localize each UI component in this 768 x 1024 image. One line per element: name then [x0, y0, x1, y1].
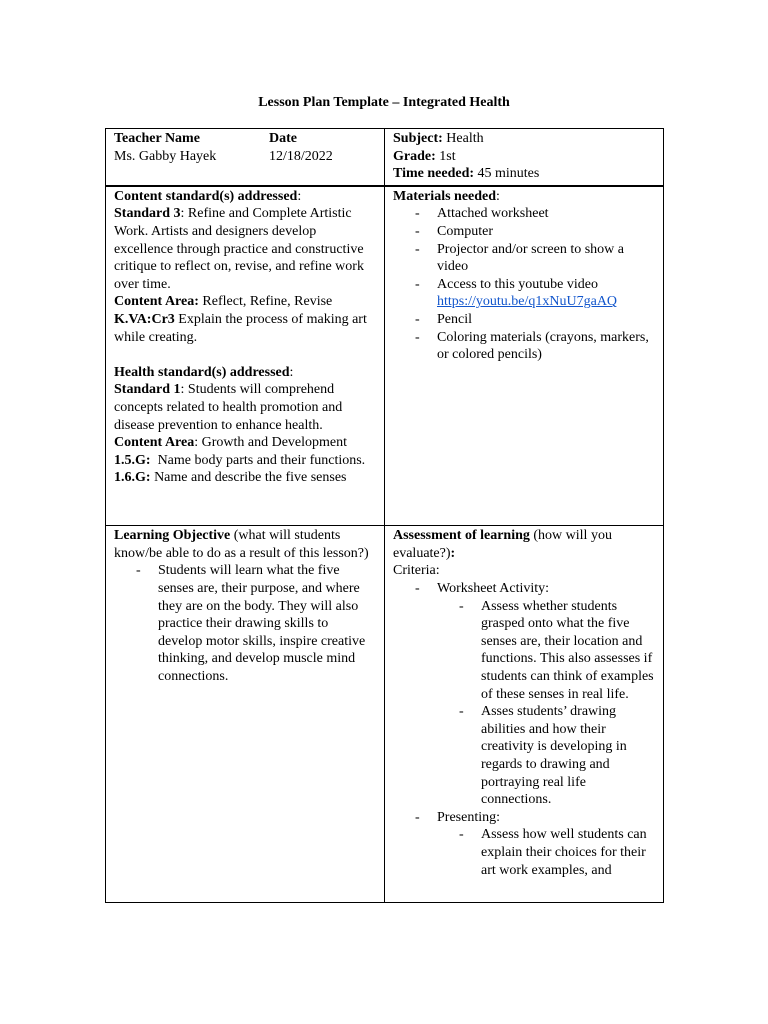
grade-value: 1st	[435, 148, 456, 164]
list-item: - Projector and/or screen to show a video	[415, 241, 655, 276]
assessment-cell	[385, 526, 664, 903]
worksheet-sublist	[437, 598, 655, 809]
list-item: - Assess how well students can explain their choices for their art work examples, and	[459, 826, 655, 879]
list-item: - Coloring materials (crayons, markers, or colored pencils)	[415, 329, 655, 364]
content-standards-heading: Content standard(s) addressed:	[114, 188, 302, 204]
objective-list	[114, 562, 376, 685]
lesson-plan-table	[105, 128, 664, 903]
list-item: - Computer	[415, 223, 655, 241]
list-item: - Asses students’ drawing abilities and how their creativity is developing in regards to drawing and portraying real life connections.	[459, 703, 655, 809]
list-item: - Presenting: - Assess how well students can explain their choices for their art work examples, and	[415, 809, 655, 879]
standards-row	[106, 186, 664, 526]
health-item-1: 1.5.G: Name body parts and their functions.	[114, 452, 366, 468]
list-item: - Assess whether students grasped onto what the five senses are, their location and functions. This also assesses if students can think of examples of these senses in real life.	[459, 598, 655, 704]
teacher-cell	[106, 129, 385, 186]
subject-value: Health	[442, 131, 484, 146]
health-area: Content Area: Growth and Development	[114, 435, 348, 451]
content-area: Content Area: Reflect, Refine, Revise	[114, 294, 333, 310]
objective-heading: Learning Objective (what will students know/be able to do as a result of this lesson?)	[114, 528, 369, 561]
criteria-label: Criteria:	[393, 563, 440, 579]
materials-cell	[385, 186, 664, 526]
time-value: 45 minutes	[474, 166, 540, 182]
grade-label: Grade:	[393, 148, 436, 164]
subject-label: Subject:	[393, 131, 443, 146]
date-label: Date	[269, 131, 297, 146]
assessment-list	[393, 580, 655, 879]
page-title: Lesson Plan Template – Integrated Health	[258, 95, 510, 110]
teacher-label: Teacher Name	[114, 131, 200, 146]
teacher-value: Ms. Gabby Hayek	[114, 148, 217, 164]
list-item: - Pencil	[415, 311, 655, 329]
list-item: - Worksheet Activity: - Assess whether students grasped onto what the five senses are, their location and functions. This also assesses if students can think of examples of these senses in real life. - Asses students’ drawing abilities and how their creativity is developing in regards to drawing and portraying real life connections.	[415, 580, 655, 809]
list-item: - Access to this youtube video https://youtu.be/q1xNuU7gaAQ	[415, 276, 655, 311]
youtube-video-link[interactable]: https://youtu.be/q1xNuU7gaAQ	[437, 294, 618, 310]
date-value: 12/18/2022	[269, 148, 333, 164]
objective-assessment-row	[106, 526, 664, 903]
health-item-2: 1.6.G: Name and describe the five senses	[114, 470, 347, 486]
materials-heading: Materials needed:	[393, 188, 500, 204]
time-label: Time needed:	[393, 166, 475, 182]
materials-list	[393, 205, 655, 363]
health-standards-heading: Health standard(s) addressed:	[114, 364, 294, 380]
header-row	[106, 129, 664, 186]
presenting-sublist	[437, 826, 655, 879]
objective-cell	[106, 526, 385, 903]
content-standard-text: Standard 3: Refine and Complete Artistic Work. Artists and designers develop excellence through practice and constructive critique to reflect on, revise, and refine work over time.	[114, 206, 364, 292]
health-standard-text: Standard 1: Students will comprehend concepts related to health promotion and disease prevention to enhance health.	[114, 382, 343, 433]
subject-cell	[385, 129, 664, 186]
standards-cell	[106, 186, 385, 526]
list-item: - Attached worksheet	[415, 205, 655, 223]
list-item: - Students will learn what the five senses are, their purpose, and where they are on the body. They will also practice their drawing skills to develop motor skills, inspire creative thinking, and develop muscle mind connections.	[136, 562, 376, 685]
content-code: K.VA:Cr3 Explain the process of making art while creating.	[114, 311, 367, 345]
assessment-heading: Assessment of learning (how will you evaluate?):	[393, 528, 612, 561]
